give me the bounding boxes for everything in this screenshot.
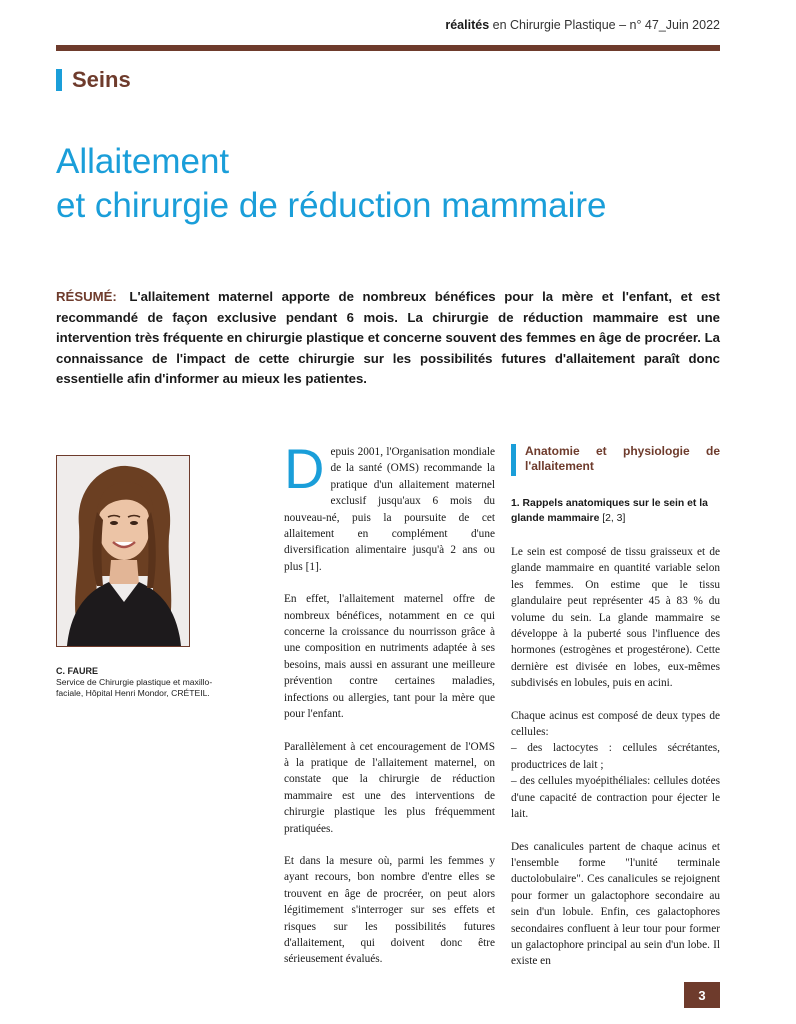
header-rule [56, 45, 720, 51]
subheading-ref: [2, 3] [599, 513, 626, 524]
section-label: Seins [72, 67, 131, 92]
abstract-text: L'allaitement maternel apporte de nombreux bénéfices pour la mère et l'enfant, et est recommandé de façon exclusive pendant 6 mois. La chirurgie de réduction mammaire est une intervention très fréquente en chirurgie plastique et concerne souvent des femmes en âge de procréer. La connaissance de l'impact de cette chirurgie sur les possibilités futures d'allaitement paraît donc essentielle afin d'informer au mieux les patientes. [56, 289, 720, 386]
title-line-2: et chirurgie de réduction mammaire [56, 186, 607, 225]
drop-cap: D [284, 437, 325, 500]
list-item: – des lactocytes : cellules sécrétantes, productrices de lait ; [511, 742, 720, 771]
subheading-text: 1. Rappels anatomiques sur le sein et la glande mammaire [511, 498, 708, 524]
abstract-label: RÉSUMÉ: [56, 289, 117, 304]
author-photo [56, 455, 190, 647]
paragraph: En effet, l'allaitement maternel offre de nombreux bénéfices, notamment en ce qui concerne la croissance du nourrisson grâce à une composition en nutriments adaptée à ses besoins, mais aussi en assurant une meilleure prévention contre certaines maladies, infections ou allergies, tant pour la mère que pour l'enfant. [284, 593, 495, 721]
paragraph [284, 437, 495, 575]
paragraph-text: epuis 2001, l'Organisation mondiale de la santé (OMS) recommande la pratique d'un allaitement maternel exclusif jusqu'aux 6 mois du nouveau-né, puis la poursuite de cet allaitement en complément d'une diversification alimentaire jusqu'à 2 ans ou plus [1]. [284, 446, 495, 573]
section-tag [56, 67, 131, 93]
author-name: C. FAURE [56, 666, 99, 676]
paragraph-list [511, 708, 720, 823]
section-heading [511, 444, 720, 476]
column-right [511, 444, 720, 986]
page-number: 3 [684, 982, 720, 1008]
paragraph: Et dans la mesure où, parmi les femmes y ayant recours, bon nombre d'entre elles se trouvent en âge de procréer, on peut alors légitimement s'interroger sur ses effets et risques sur les possibilités futures d'allaitement, qui doivent donc être sérieusement évalués. [284, 854, 495, 966]
abstract [56, 287, 720, 390]
article-title [56, 140, 736, 228]
paragraph: Le sein est composé de tissu graisseux et de glande mammaire en quantité variable selon les femmes. On estime que le tissu glandulaire peut représenter 45 à 83 % du volume du sein. La glande mammaire se développe à la puberté sous l'influence des hormones (estrogènes et progestérone). Cette dernière est divisée en lobes, eux-mêmes subdivisés en lobules, puis en acini. [511, 546, 720, 690]
list-item: – des cellules myoépithéliales: cellules dotées d'une capacité de contraction pour éjecter le lait. [511, 775, 720, 821]
heading-text: Anatomie et physiologie de l'allaitement [525, 444, 720, 473]
journal-name: réalités [445, 18, 490, 32]
author-affiliation: Service de Chirurgie plastique et maxillo-faciale, Hôpital Henri Mondor, CRÉTEIL. [56, 677, 213, 698]
author-portrait [57, 456, 189, 646]
list-intro: Chaque acinus est composé de deux types de cellules: [511, 709, 720, 739]
section-bar [56, 69, 62, 91]
title-line-1: Allaitement [56, 142, 230, 181]
journal-issue: en Chirurgie Plastique – n° 47_Juin 2022 [489, 18, 720, 32]
column-middle [284, 437, 495, 984]
paragraph: Des canalicules partent de chaque acinus et l'ensemble forme "l'unité terminale ductolobulaire". Ces canalicules se rejoignent pour former un galactophore secondaire au sein d'un lobule. Enfin, ces galactophores secondaires confluent à leur tour pour former un galactophore principal au sein d'un lobe. Il existe en [511, 840, 720, 968]
heading-bar [511, 444, 516, 476]
paragraph: Parallèlement à cet encouragement de l'OMS à la pratique de l'allaitement maternel, on constate que la chirurgie de réduction mammaire est une des interventions de chirurgie plastique les plus fréquemment pratiquées. [284, 740, 495, 835]
author-info [56, 666, 226, 699]
journal-header [404, 18, 720, 32]
subheading [511, 496, 720, 526]
